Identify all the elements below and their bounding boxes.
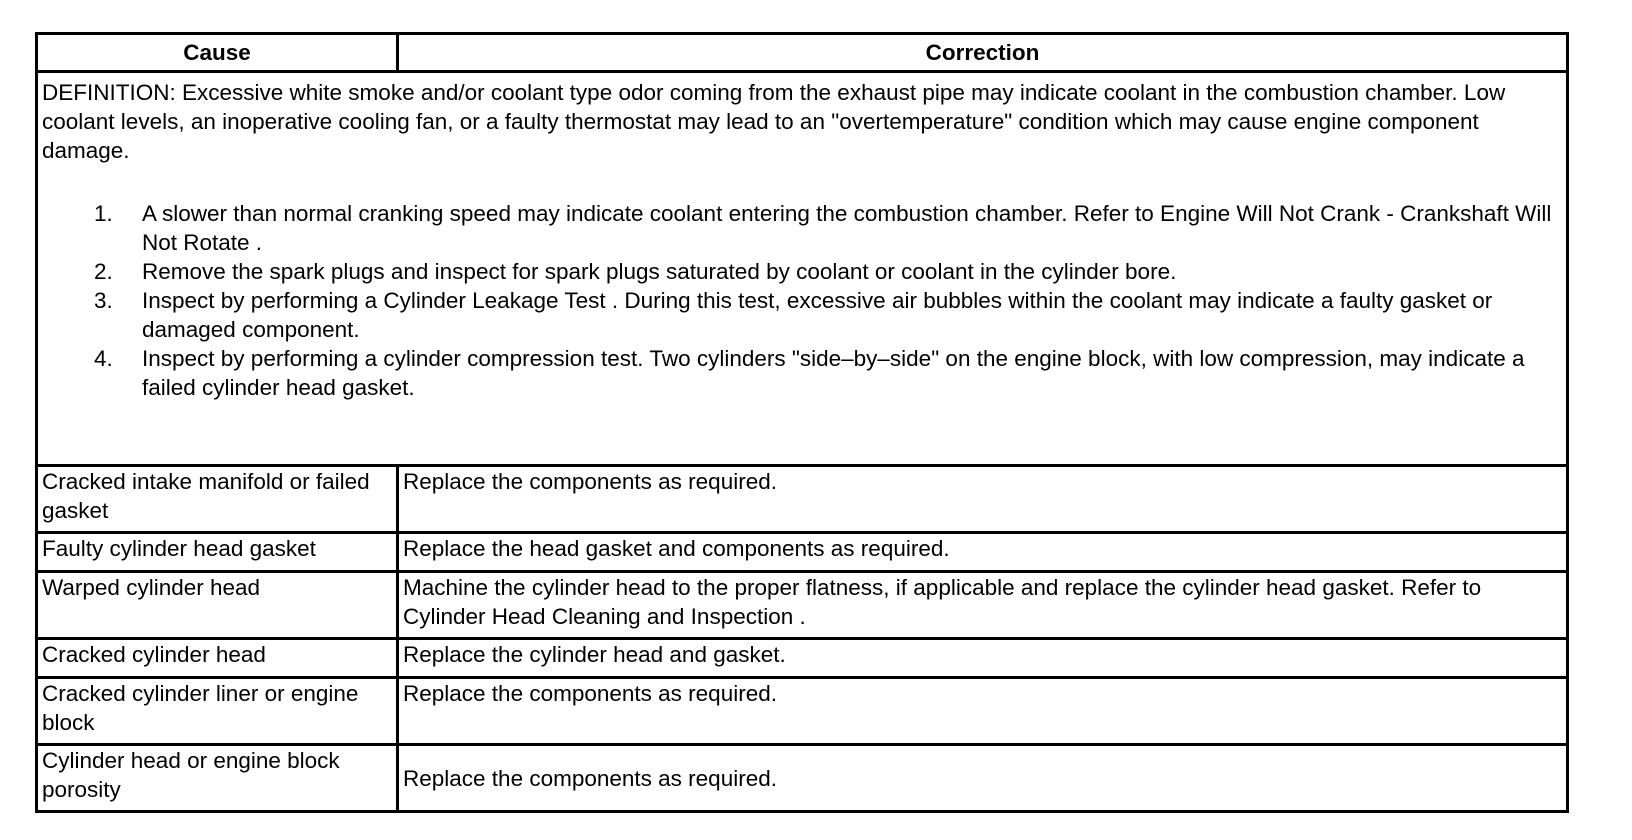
- table-row: [37, 639, 1568, 678]
- correction-cell: Replace the head gasket and components as required.: [398, 533, 1568, 572]
- correction-cell: Replace the cylinder head and gasket.: [398, 639, 1568, 678]
- diagnostic-step: [42, 286, 1560, 344]
- step-text: Remove the spark plugs and inspect for spark plugs saturated by coolant or coolant in the cylinder bore.: [142, 259, 1177, 284]
- cause-cell: Cracked intake manifold or failed gasket: [37, 466, 398, 533]
- step-number: 3.: [94, 288, 113, 313]
- cause-cell: Cracked cylinder head: [37, 639, 398, 678]
- correction-cell: Replace the components as required.: [398, 678, 1568, 745]
- diagnostic-step: [42, 344, 1560, 402]
- diagnostic-step: [42, 257, 1560, 286]
- definition-cell: [37, 72, 1568, 466]
- correction-cell: Replace the components as required.: [398, 466, 1568, 533]
- table-row: [37, 678, 1568, 745]
- table-row: [37, 466, 1568, 533]
- step-text: Inspect by performing a cylinder compression test. Two cylinders "side–by–side" on the engine block, with low compression, may indicate a failed cylinder head gasket.: [142, 346, 1525, 400]
- correction-cell: Replace the components as required.: [398, 745, 1568, 812]
- diagnostic-steps-list: [42, 199, 1560, 402]
- step-text: A slower than normal cranking speed may indicate coolant entering the combustion chamber. Refer to Engine Will Not Crank - Crankshaft Will Not Rotate .: [142, 201, 1552, 255]
- diagnostic-step: [42, 199, 1560, 257]
- header-row: [37, 34, 1568, 72]
- step-number: 1.: [94, 201, 113, 226]
- header-cause: Cause: [37, 34, 398, 72]
- table-row: [37, 745, 1568, 812]
- diagnostic-table: [35, 32, 1569, 813]
- cause-cell: Faulty cylinder head gasket: [37, 533, 398, 572]
- definition-row: [37, 72, 1568, 466]
- table-row: [37, 572, 1568, 639]
- step-number: 2.: [94, 259, 113, 284]
- cause-cell: Cracked cylinder liner or engine block: [37, 678, 398, 745]
- step-number: 4.: [94, 346, 113, 371]
- cause-cell: Cylinder head or engine block porosity: [37, 745, 398, 812]
- header-correction: Correction: [398, 34, 1568, 72]
- correction-cell: Machine the cylinder head to the proper flatness, if applicable and replace the cylinder head gasket. Refer to Cylinder Head Cleaning and Inspection .: [398, 572, 1568, 639]
- step-text: Inspect by performing a Cylinder Leakage Test . During this test, excessive air bubbles within the coolant may indicate a faulty gasket or damaged component.: [142, 288, 1493, 342]
- definition-text: DEFINITION: Excessive white smoke and/or coolant type odor coming from the exhaust pipe may indicate coolant in the combustion chamber. Low coolant levels, an inoperative cooling fan, or a faulty thermostat may lead to an "overtemperature" condition which may cause engine component damage.: [42, 80, 1506, 163]
- cause-cell: Warped cylinder head: [37, 572, 398, 639]
- table-row: [37, 533, 1568, 572]
